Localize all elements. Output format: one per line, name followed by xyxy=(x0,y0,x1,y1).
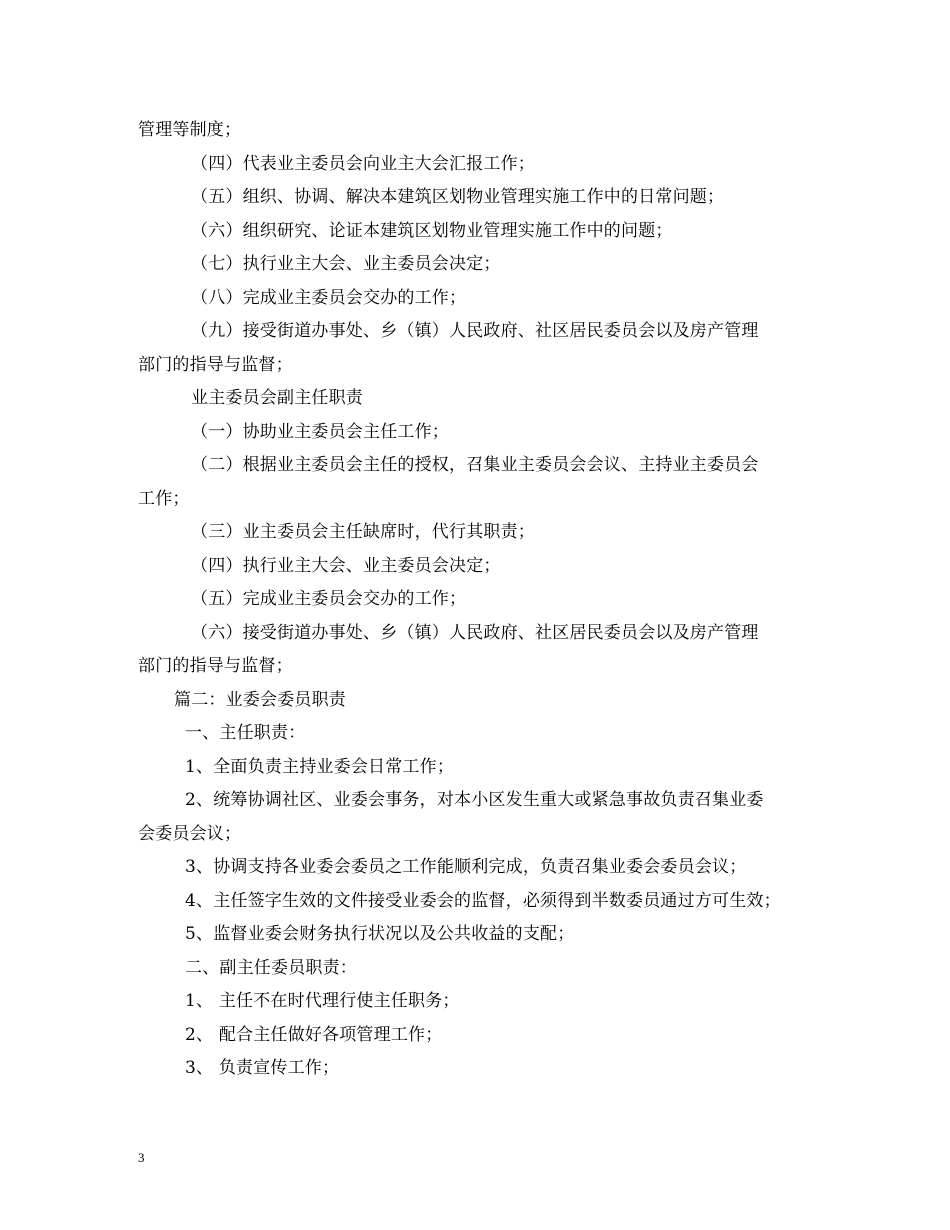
text-line: 1、全面负责主持业委会日常工作； xyxy=(185,756,455,777)
chapter-heading: 篇二：业委会委员职责 xyxy=(174,689,346,710)
text-line: 会委员会议； xyxy=(138,823,242,844)
text-line: 2、统筹协调社区、业委会事务，对本小区发生重大或紧急事故负责召集业委 xyxy=(185,790,764,810)
text-line: 5、监督业委会财务执行状况以及公共收益的支配； xyxy=(185,924,575,944)
text-line: （五）完成业主委员会交办的工作； xyxy=(191,589,467,609)
text-line: 部门的指导与监督； xyxy=(138,354,293,375)
text-line: （七）执行业主大会、业主委员会决定； xyxy=(191,254,501,274)
section-heading: 业主委员会副主任职责 xyxy=(191,388,363,408)
text-line: 1、 主任不在时代理行使主任职务； xyxy=(185,991,460,1011)
text-line: 部门的指导与监督； xyxy=(138,656,293,676)
text-line: 2、 配合主任做好各项管理工作； xyxy=(185,1024,443,1045)
text-line: （九）接受街道办事处、乡（镇）人民政府、社区居民委员会以及房产管理 xyxy=(191,321,759,341)
text-line: 4、主任签字生效的文件接受业委会的监督，必须得到半数委员通过方可生效； xyxy=(185,890,781,911)
text-line: （二）根据业主委员会主任的授权，召集业主委员会会议、主持业主委员会 xyxy=(191,455,759,475)
text-line: （六）组织研究、论证本建筑区划物业管理实施工作中的问题； xyxy=(191,220,673,241)
text-line: （八）完成业主委员会交办的工作； xyxy=(191,287,467,308)
section-heading: 二、副主任委员职责： xyxy=(185,957,357,978)
text-line: （四）代表业主委员会向业主大会汇报工作； xyxy=(191,153,535,174)
text-line: 管理等制度； xyxy=(138,120,242,140)
text-line: （四）执行业主大会、业主委员会决定； xyxy=(191,555,501,576)
body-text xyxy=(138,114,828,1086)
section-heading: 一、主任职责： xyxy=(185,723,306,743)
text-line: 3、协调支持各业委会委员之工作能顺利完成，负责召集业委会委员会议； xyxy=(185,857,747,877)
text-line: （三）业主委员会主任缺席时，代行其职责； xyxy=(191,522,535,542)
text-line: 工作； xyxy=(138,488,190,509)
text-line: （一）协助业主委员会主任工作； xyxy=(191,421,449,442)
text-line: 3、 负责宣传工作； xyxy=(185,1058,340,1078)
text-line: （五）组织、协调、解决本建筑区划物业管理实施工作中的日常问题； xyxy=(191,187,725,207)
page-number: 3 xyxy=(138,1150,145,1165)
text-line: （六）接受街道办事处、乡（镇）人民政府、社区居民委员会以及房产管理 xyxy=(191,622,759,643)
